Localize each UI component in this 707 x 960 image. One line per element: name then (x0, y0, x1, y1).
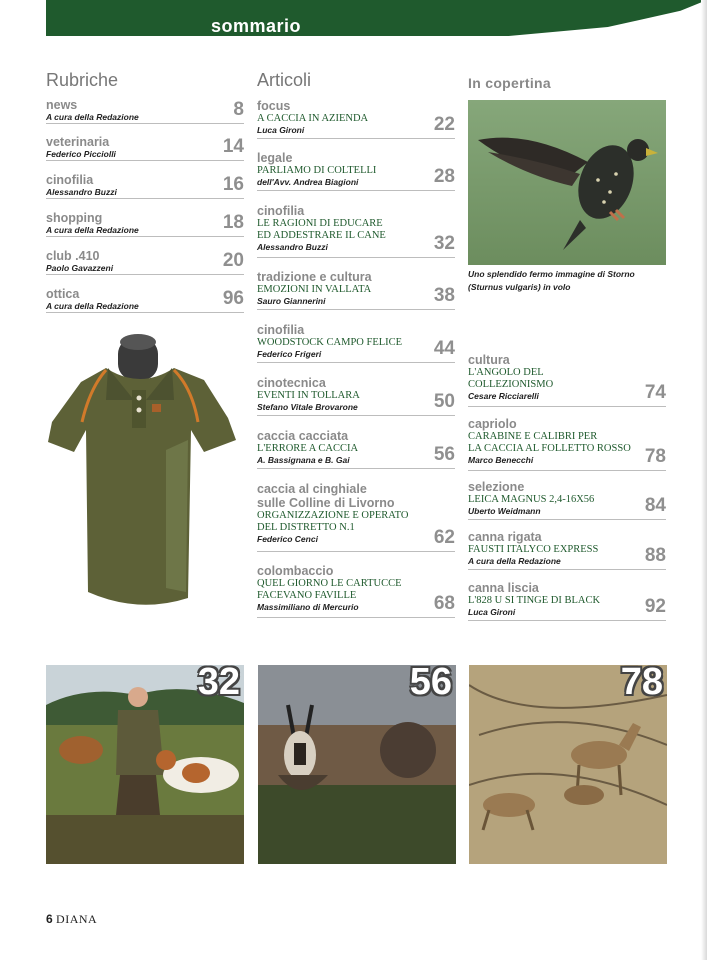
entry-title: FACEVANO FAVILLE (257, 590, 357, 601)
entry-category: canna rigata (468, 530, 542, 544)
entry-category: colombaccio (257, 564, 334, 578)
entry-author: A cura della Redazione (46, 225, 139, 235)
entry-author: Federico Frigeri (257, 349, 322, 359)
article-entry[interactable] (468, 480, 666, 520)
footer-page-number: 6 (46, 912, 53, 926)
rubrica-entry[interactable] (46, 98, 244, 124)
article-entry[interactable] (257, 482, 455, 552)
entry-category: capriolo (468, 417, 517, 431)
article-entry[interactable] (257, 323, 455, 363)
entry-author: Federico Cenci (257, 534, 318, 544)
cover-caption: Uno splendido fermo immagine di Storno (Sturnus vulgaris) in volo (468, 269, 635, 292)
article-entry[interactable] (468, 581, 666, 621)
entry-title: QUEL GIORNO LE CARTUCCE (257, 578, 402, 589)
entry-category: cinofilia (257, 323, 305, 337)
entry-author: Paolo Gavazzeni (46, 263, 114, 273)
entry-author: Alessandro Buzzi (46, 187, 117, 197)
entry-category: cinotecnica (257, 376, 326, 390)
entry-category: veterinaria (46, 135, 110, 149)
article-entry[interactable] (257, 99, 455, 139)
entry-category: ottica (46, 287, 80, 301)
entry-author: Stefano Vitale Brovarone (257, 402, 358, 412)
entry-category: news (46, 98, 78, 112)
entry-category: cinofilia (46, 173, 94, 187)
entry-page-number: 88 (644, 545, 666, 566)
entry-page-number: 20 (222, 250, 244, 271)
entry-page-number: 44 (433, 338, 455, 359)
entry-category: shopping (46, 211, 103, 225)
entry-category: focus (257, 99, 291, 113)
article-entry[interactable] (468, 530, 666, 570)
entry-page-number: 56 (433, 444, 455, 465)
entry-page-number: 78 (644, 446, 666, 467)
page-title: sommario (210, 16, 302, 36)
entry-author: A cura della Redazione (46, 301, 139, 311)
entry-title: COLLEZIONISMO (468, 379, 554, 390)
entry-author: Luca Gironi (468, 607, 516, 617)
entry-title: FAUSTI ITALYCO EXPRESS (468, 544, 599, 555)
entry-author: Luca Gironi (257, 125, 305, 135)
entry-author: Federico Picciolli (46, 149, 116, 159)
photo-chamois[interactable] (258, 665, 456, 864)
entry-category: caccia al cinghiale (257, 482, 367, 496)
entry-title: CARABINE E CALIBRI PER (468, 431, 598, 442)
entry-author: Massimiliano di Mercurio (257, 602, 359, 612)
article-entry[interactable] (257, 270, 455, 310)
page-number-badge: 32 (197, 665, 240, 703)
entry-category: tradizione e cultura (257, 270, 372, 284)
entry-title: ORGANIZZAZIONE E OPERATO (257, 510, 409, 521)
entry-title: WOODSTOCK CAMPO FELICE (257, 337, 403, 348)
entry-author: Uberto Weidmann (468, 506, 541, 516)
entry-title: PARLIAMO DI COLTELLI (257, 165, 377, 176)
entry-page-number: 96 (222, 288, 244, 309)
entry-title: L'ANGOLO DEL (468, 367, 544, 378)
page-number-badge: 56 (409, 665, 452, 703)
entry-title: L'828 U SI TINGE DI BLACK (468, 595, 601, 606)
entry-page-number: 62 (433, 527, 455, 548)
entry-author: Sauro Giannerini (257, 296, 326, 306)
entry-page-number: 50 (433, 391, 455, 412)
entry-author: A. Bassignana e B. Gai (257, 455, 350, 465)
entry-category-subtitle: sulle Colline di Livorno (257, 496, 395, 510)
article-entry[interactable] (257, 204, 455, 258)
entry-page-number: 84 (644, 495, 666, 516)
entry-page-number: 74 (644, 382, 666, 403)
entry-author: Marco Benecchi (468, 455, 534, 465)
rubrica-entry[interactable] (46, 287, 244, 313)
article-entry[interactable] (257, 376, 455, 416)
entry-page-number: 8 (233, 99, 244, 120)
entry-page-number: 38 (433, 285, 455, 306)
rubrica-entry[interactable] (46, 173, 244, 199)
page-number-badge: 78 (620, 665, 663, 703)
entry-page-number: 16 (222, 174, 244, 195)
article-entry[interactable] (257, 564, 455, 618)
entry-author: Cesare Ricciarelli (468, 391, 539, 401)
entry-author: A cura della Redazione (46, 112, 139, 122)
entry-category: legale (257, 151, 293, 165)
page-footer (46, 912, 97, 927)
section-heading-copertina: In copertina (468, 75, 551, 91)
entry-page-number: 32 (433, 233, 455, 254)
entry-page-number: 28 (433, 166, 455, 187)
entry-title: DEL DISTRETTO N.1 (257, 522, 355, 533)
entry-category: canna liscia (468, 581, 539, 595)
entry-category: club .410 (46, 249, 100, 263)
entry-page-number: 18 (222, 212, 244, 233)
entry-title: EVENTI IN TOLLARA (257, 390, 360, 401)
entry-page-number: 92 (644, 596, 666, 617)
entry-category: selezione (468, 480, 525, 494)
rubrica-entry[interactable] (46, 211, 244, 237)
page-edge (701, 0, 707, 960)
section-heading-articoli: Articoli (257, 70, 312, 90)
entry-title: L'ERRORE A CACCIA (257, 443, 359, 454)
entry-author: dell'Avv. Andrea Biagioni (257, 177, 359, 187)
entry-title: ED ADDESTRARE IL CANE (257, 230, 386, 241)
article-entry[interactable] (257, 151, 455, 191)
entry-author: Alessandro Buzzi (257, 242, 328, 252)
entry-page-number: 22 (433, 114, 455, 135)
entry-title: EMOZIONI IN VALLATA (257, 284, 372, 295)
entry-title: A CACCIA IN AZIENDA (257, 113, 369, 124)
entry-category: caccia cacciata (257, 429, 349, 443)
article-entry[interactable] (468, 417, 666, 471)
photo-hunter-dogs[interactable] (46, 665, 244, 864)
entry-author: A cura della Redazione (468, 556, 561, 566)
entry-title: LEICA MAGNUS 2,4-16X56 (468, 494, 595, 505)
photo-roe-deer[interactable] (469, 665, 667, 864)
entry-page-number: 68 (433, 593, 455, 614)
article-entry[interactable] (468, 353, 666, 407)
section-heading-rubriche: Rubriche (46, 70, 119, 90)
entry-title: LA CACCIA AL FOLLETTO ROSSO (468, 443, 631, 454)
rubrica-entry[interactable] (46, 135, 244, 161)
cover-starling-photo[interactable] (468, 100, 666, 265)
polo-shirt-image (46, 330, 246, 615)
rubrica-entry[interactable] (46, 249, 244, 275)
entry-category: cinofilia (257, 204, 305, 218)
entry-category: cultura (468, 353, 510, 367)
entry-title: LE RAGIONI DI EDUCARE (257, 218, 383, 229)
entry-page-number: 14 (222, 136, 244, 157)
footer-magazine-name: DIANA (56, 912, 98, 926)
article-entry[interactable] (257, 429, 455, 469)
